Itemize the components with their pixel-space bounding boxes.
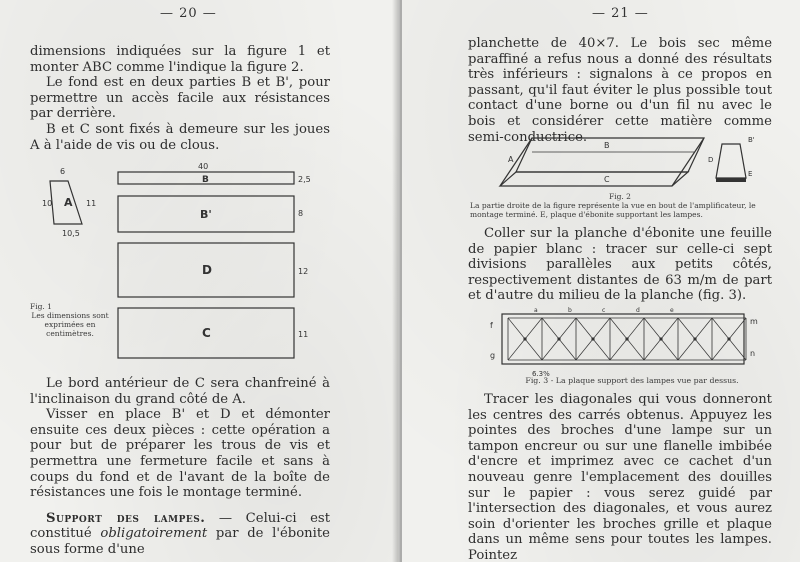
fig3-letter-d: d	[636, 307, 640, 314]
figure-1-caption	[30, 302, 110, 338]
figure-1-caption-text: Les dimensions sont exprimées en centimètres.	[31, 311, 109, 338]
fig1-a-left: 10	[42, 199, 53, 208]
right-paragraph-2: Coller sur la planche d'ébonite une feuille de papier blanc : tracer sur celle-ci sept divisions parallèles aux petits côtés, respectivement distantes de 63 m/m de part et d'autre du milieu de la planche (fig. 3).	[468, 226, 772, 304]
fig3-right-n: n	[750, 349, 756, 358]
left-paragraph-2: Le fond est en deux parties B et B', pour permettre un accès facile aux résistances par derrière.	[30, 75, 330, 122]
figure-2-caption	[470, 192, 770, 219]
fig3-lamp-center	[727, 337, 730, 340]
left-text-bottom	[30, 376, 330, 558]
support-italic: obligatoirement	[100, 526, 208, 542]
fig3-grid	[508, 318, 746, 360]
right-paragraph-3: Tracer les diagonales qui vous donneront les centres des carrés obtenus. Appuyez les pointes des broches d'une lampe sur un tampon encreur ou sur une flanelle imbibée d'encre et imprimez avec ce cachet d'un nouveau genre l'emplacement des douilles sur le papier : vous serez guidé par l'intersection des diagonales, et vous aurez soin d'orienter les broches grille et plaque dans un même sens pour toutes les lampes. Pointez	[468, 392, 772, 563]
page-number-left: — 20 —	[160, 6, 217, 21]
fig1-b-prime-right: 8	[298, 209, 304, 218]
fig3-dimension: 6.3%	[532, 370, 550, 378]
fig2-box-front	[500, 172, 688, 186]
fig3-letter-e: e	[670, 307, 674, 314]
right-text-middle	[468, 226, 772, 304]
fig2-end-plate	[716, 178, 746, 182]
page-number-right: — 21 —	[592, 6, 649, 21]
fig3-letter-c: c	[602, 307, 606, 314]
fig2-label-a: A	[508, 155, 514, 164]
left-paragraph-6	[30, 511, 330, 558]
fig3-left-f: f	[490, 321, 493, 330]
fig1-a-right: 11	[86, 199, 97, 208]
fig3-lamp-center	[625, 337, 628, 340]
support-rest: par de l'ébonite sous forme d'une	[30, 526, 330, 557]
figure-1	[30, 160, 360, 370]
fig3-lamp-center	[557, 337, 560, 340]
fig3-letter-a: a	[534, 307, 538, 314]
fig1-c-right: 11	[298, 330, 309, 339]
fig1-b-right: 2,5	[298, 175, 311, 184]
fig1-a-top: 6	[60, 167, 66, 176]
fig2-label-b: B	[604, 141, 610, 150]
fig1-label-b-prime: B'	[200, 208, 212, 221]
fig3-plate	[502, 314, 744, 364]
figure-2-caption-label: Fig. 2	[609, 192, 631, 201]
fig2-edge-left	[500, 138, 532, 186]
fig2-edge-right	[672, 138, 704, 186]
figure-2	[494, 132, 754, 194]
left-text-top	[30, 44, 330, 153]
fig2-label-b-prime: B'	[748, 136, 755, 144]
fig3-lamp-center	[659, 337, 662, 340]
fig3-letter-b: b	[568, 307, 572, 314]
support-heading: Support des lampes.	[46, 510, 206, 526]
support-separator: — Celui-ci est constitué	[30, 510, 330, 542]
fig1-label-a: A	[64, 196, 73, 209]
fig3-lamp-center	[523, 337, 526, 340]
figure-3-caption: Fig. 3 - La plaque support des lampes vue par dessus.	[525, 376, 739, 385]
fig1-label-d: D	[202, 263, 212, 277]
fig1-label-b: B	[202, 175, 209, 185]
fig2-label-d: D	[708, 156, 714, 164]
left-paragraph-1: dimensions indiquées sur la figure 1 et monter ABC comme l'indique la figure 2.	[30, 44, 330, 75]
left-paragraph-5: Visser en place B' et D et démonter ensuite ces deux pièces : cette opération a pour but de préparer les trous de vis et permettra une fermeture facile et sans à coups du fond et de l'avant de la boîte de résistances une fois le montage terminé.	[30, 407, 330, 501]
fig1-d-right: 12	[298, 267, 309, 276]
fig3-lamp-center	[693, 337, 696, 340]
fig1-label-c: C	[202, 326, 211, 340]
fig1-a-bottom: 10,5	[62, 229, 80, 238]
fig1-b-top: 40	[198, 162, 209, 171]
figure-3	[488, 308, 768, 384]
fig2-label-c: C	[604, 175, 610, 184]
left-paragraph-3: B et C sont fixés à demeure sur les joues A à l'aide de vis ou de clous.	[30, 121, 330, 153]
left-page	[0, 0, 398, 562]
figure-1-caption-label: Fig. 1	[30, 302, 52, 311]
fig2-label-e: E	[748, 170, 753, 178]
fig2-box-back	[516, 138, 704, 172]
left-paragraph-4: Le bord antérieur de C sera chanfreiné à l'inclinaison du grand côté de A.	[30, 376, 330, 407]
right-page	[402, 0, 800, 562]
fig3-right-m: m	[750, 317, 758, 326]
right-text-top	[468, 36, 772, 145]
right-text-bottom	[468, 392, 772, 564]
figure-2-caption-text: La partie droite de la figure représente la vue en bout de l'amplificateur, le montage terminé. E, plaque d'ébonite supportant les lampes.	[470, 201, 756, 219]
fig3-left-g: g	[490, 351, 496, 360]
fig3-lamp-center	[591, 337, 594, 340]
right-paragraph-1: planchette de 40×7. Le bois sec même paraffiné a refus nous a donné des résultats très inférieurs : signalons à ce propos en passant, qu'il faut éviter le plus possible tout contact d'une borne ou d'un fil nu avec le bois et considérer cette matière comme semi-conductrice.	[468, 36, 772, 145]
fig2-end-view	[716, 144, 746, 178]
